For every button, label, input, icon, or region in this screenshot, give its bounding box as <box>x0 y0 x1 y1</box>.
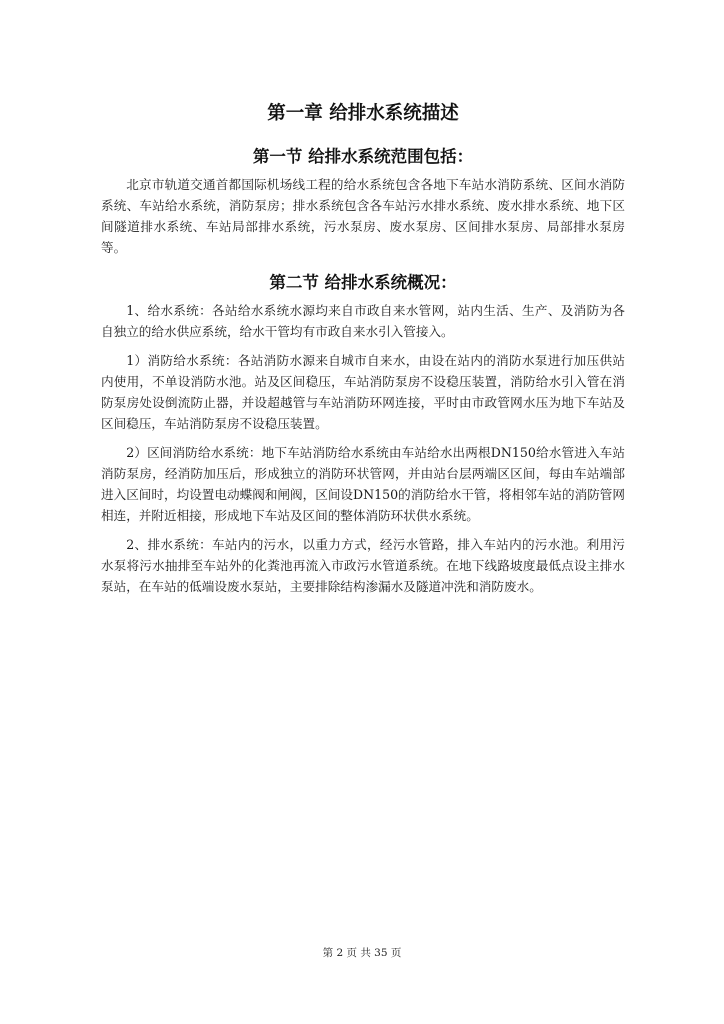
section-1-title: 第一节 给排水系统范围包括： <box>252 147 474 166</box>
section-1-paragraph: 北京市轨道交通首都国际机场线工程的给水系统包含各地下车站水消防系统、区间水消防系统、车站给水系统，消防泵房；排水系统包含各车站污水排水系统、废水排水系统、地下区间隧道排水系统、车站局部排水系统，污水泵房、废水泵房、区间排水泵房、局部排水泵房等。 <box>101 177 625 255</box>
section-2-title: 第二节 给排水系统概况： <box>269 273 457 292</box>
water-supply-paragraph: 1、给水系统：各站给水系统水源均来自市政自来水管网，站内生活、生产、及消防为各自独立的给水供应系统，给水干管均有市政自来水引入管接入。 <box>101 303 625 339</box>
page-content <box>101 100 625 597</box>
drainage-paragraph: 2、排水系统：车站内的污水，以重力方式，经污水管路，排入车站内的污水池。利用污水泵将污水抽排至车站外的化粪池再流入市政污水管道系统。在地下线路坡度最低点设主排水泵站，在车站的低端设废水泵站，主要排除结构渗漏水及隧道冲洗和消防废水。 <box>101 537 625 594</box>
page-number-footer: 第 2 页 共 35 页 <box>322 947 402 959</box>
fire-water-supply-paragraph: 1）消防给水系统：各站消防水源来自城市自来水，由设在站内的消防水泵进行加压供站内使用，不单设消防水池。站及区间稳压，车站消防泵房不设稳压装置，消防给水引入管在消防泵房处设倒流防止器，并设超越管与车站消防环网连接，平时由市政管网水压为地下车站及区间稳压，车站消防泵房不设稳压装置。 <box>101 353 625 431</box>
chapter-title: 第一章 给排水系统描述 <box>267 103 459 124</box>
tunnel-fire-water-paragraph: 2）区间消防给水系统：地下车站消防给水系统由车站给水出两根DN150给水管进入车站消防泵房，经消防加压后，形成独立的消防环状管网，并由站台层两端区区间，每由车站端部进入区间时，均设置电动蝶阀和闸阀，区间设DN150的消防给水干管，将相邻车站的消防管网相连，并附近相接，形成地下车站及区间的整体消防环状供水系统。 <box>101 445 625 523</box>
